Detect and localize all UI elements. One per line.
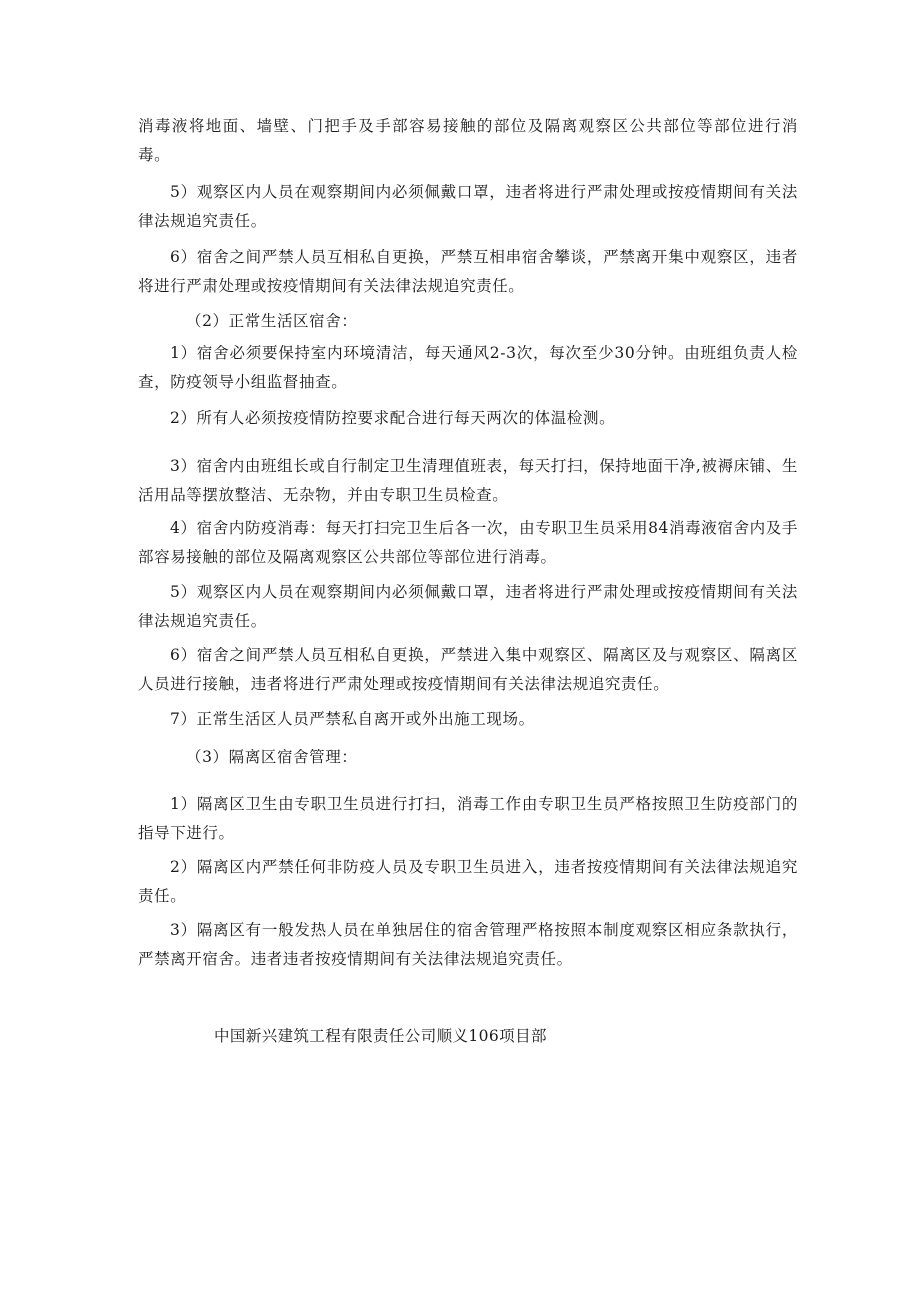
isolation-area-item-2: 2）隔离区内严禁任何非防疫人员及专职卫生员进入，违者按疫情期间有关法律法规追究责任。: [138, 858, 798, 905]
observation-item-5: 5）观察区内人员在观察期间内必须佩戴口罩，违者将进行严肃处理或按疫情期间有关法律法规追究责任。: [138, 183, 798, 230]
observation-item-4-continuation: 消毒液将地面、墙壁、门把手及手部容易接触的部位及隔离观察区公共部位等部位进行消毒。: [138, 117, 798, 164]
normal-area-item-7: 7）正常生活区人员严禁私自离开或外出施工现场。: [170, 710, 535, 728]
normal-area-item-1: 1）宿舍必须要保持室内环境清洁，每天通风2-3次，每次至少30分钟。由班组负责人检查，防疫领导小组监督抽查。: [138, 344, 798, 391]
isolation-area-item-1: 1）隔离区卫生由专职卫生员进行打扫，消毒工作由专职卫生员严格按照卫生防疫部门的指导下进行。: [138, 795, 798, 842]
normal-area-heading: （2）正常生活区宿舍：: [186, 312, 358, 330]
normal-area-item-5: 5）观察区内人员在观察期间内必须佩戴口罩，违者将进行严肃处理或按疫情期间有关法律法规追究责任。: [138, 583, 798, 630]
normal-area-item-4: 4）宿舍内防疫消毒：每天打扫完卫生后各一次，由专职卫生员采用84消毒液宿舍内及手部容易接触的部位及隔离观察区公共部位等部位进行消毒。: [138, 519, 798, 566]
isolation-area-item-3: 3）隔离区有一般发热人员在单独居住的宿舍管理严格按照本制度观察区相应条款执行，严禁离开宿舍。违者违者按疫情期间有关法律法规追究责任。: [138, 921, 798, 968]
normal-area-item-6: 6）宿舍之间严禁人员互相私自更换，严禁进入集中观察区、隔离区及与观察区、隔离区人员进行接触，违者将进行严肃处理或按疫情期间有关法律法规追究责任。: [138, 646, 798, 693]
isolation-area-heading: （3）隔离区宿舍管理：: [186, 748, 358, 766]
observation-item-6: 6）宿舍之间严禁人员互相私自更换，严禁互相串宿舍攀谈，严禁离开集中观察区，违者将进行严肃处理或按疫情期间有关法律法规追究责任。: [138, 248, 798, 295]
organization-signature: 中国新兴建筑工程有限责任公司顺义106项目部: [214, 1027, 547, 1045]
normal-area-item-3: 3）宿舍内由班组长或自行制定卫生清理值班表，每天打扫，保持地面干净,被褥床铺、生活用品等摆放整洁、无杂物，并由专职卫生员检查。: [138, 457, 798, 504]
normal-area-item-2: 2）所有人必须按疫情防控要求配合进行每天两次的体温检测。: [170, 409, 616, 427]
